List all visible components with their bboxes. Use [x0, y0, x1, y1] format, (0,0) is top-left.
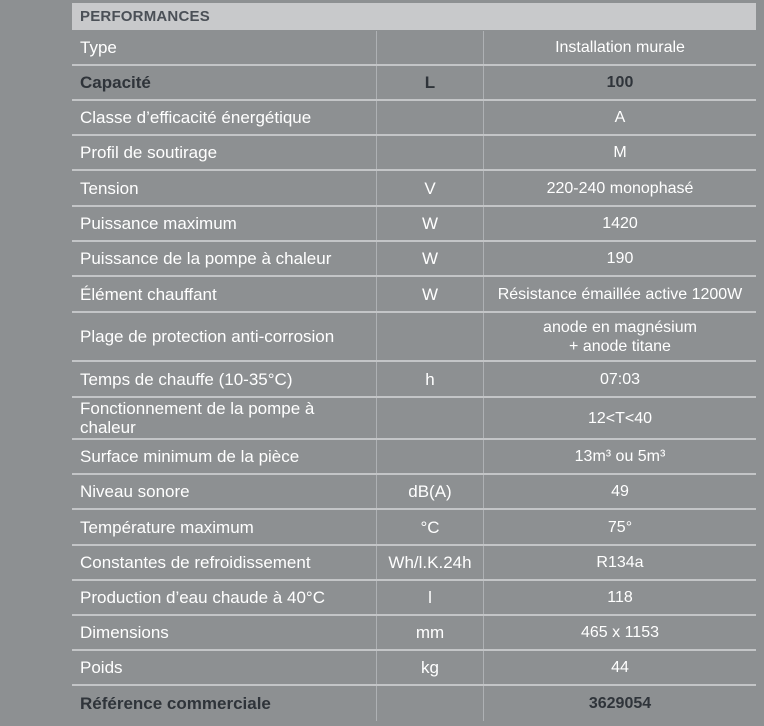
row-unit: L: [376, 66, 484, 99]
row-label: Élément chauffant: [80, 284, 217, 304]
table-row: [72, 31, 756, 66]
row-value: 1420: [602, 215, 638, 232]
row-label: Niveau sonore: [80, 482, 190, 501]
table-row: [72, 651, 756, 686]
row-unit: W: [376, 242, 484, 275]
table-row: [72, 171, 756, 207]
row-unit: °C: [376, 510, 484, 544]
row-value: 49: [611, 483, 629, 500]
row-unit: [376, 31, 484, 64]
section-header: [72, 3, 756, 30]
row-label: Surface minimum de la pièce: [80, 447, 300, 466]
row-value: 190: [606, 250, 634, 267]
row-unit: [376, 313, 484, 360]
row-value: 44: [611, 659, 629, 676]
table-row: [72, 546, 756, 581]
row-value: 118: [607, 589, 633, 606]
table-row: [72, 66, 756, 101]
row-value: Installation murale: [555, 39, 685, 56]
row-label: Puissance maximum: [80, 214, 237, 233]
table-row: [72, 207, 756, 242]
row-value: Résistance émaillée active 1200W: [497, 285, 743, 303]
row-unit: mm: [376, 616, 484, 649]
row-unit: W: [376, 277, 484, 311]
table-row: [72, 581, 756, 616]
table-row: [72, 398, 756, 440]
row-value: 3629054: [588, 695, 652, 712]
table-row: [72, 510, 756, 546]
row-value: 13m³ ou 5m³: [574, 448, 666, 465]
row-value: 07:03: [599, 370, 641, 388]
row-label: Température maximum: [80, 517, 254, 537]
row-label: Tension: [80, 178, 139, 198]
section-title: PERFORMANCES: [80, 8, 210, 25]
row-unit: kg: [376, 651, 484, 684]
row-value: R134a: [596, 554, 644, 571]
row-value: anode en magnésium + anode titane: [543, 318, 697, 355]
row-label: Poids: [80, 658, 123, 677]
spec-table: [72, 31, 756, 721]
row-label: Production d’eau chaude à 40°C: [80, 588, 325, 607]
row-value: 12<T<40: [587, 409, 653, 427]
table-row: [72, 475, 756, 510]
table-row: [72, 101, 756, 136]
row-unit: [376, 101, 484, 134]
table-row: [72, 277, 756, 313]
row-value: 465 x 1153: [581, 624, 659, 641]
row-value: A: [614, 109, 626, 126]
row-label: Puissance de la pompe à chaleur: [80, 249, 332, 268]
table-row: [72, 136, 756, 171]
row-unit: V: [376, 171, 484, 205]
table-row: [72, 242, 756, 277]
row-label: Capacité: [80, 73, 151, 92]
row-unit: W: [376, 207, 484, 240]
row-unit: [376, 136, 484, 169]
row-unit: [376, 398, 484, 438]
row-label: Référence commerciale: [80, 694, 271, 713]
row-unit: h: [376, 362, 484, 396]
row-value: M: [613, 144, 627, 161]
row-label: Classe d’efficacité énergétique: [80, 108, 312, 127]
row-unit: [376, 686, 484, 721]
row-value: 220-240 monophasé: [546, 179, 694, 197]
row-label: Temps de chauffe (10-35°C): [80, 369, 293, 389]
table-row: [72, 440, 756, 475]
row-unit: Wh/l.K.24h: [376, 546, 484, 579]
row-label: Constantes de refroidissement: [80, 553, 311, 572]
row-value: 100: [606, 74, 634, 91]
table-row: [72, 313, 756, 362]
row-label: Type: [80, 38, 117, 57]
row-label: Dimensions: [80, 623, 169, 642]
row-label: Plage de protection anti-corrosion: [80, 327, 335, 346]
row-value: 75°: [607, 518, 633, 536]
row-unit: dB(A): [376, 475, 484, 508]
row-label: Profil de soutirage: [80, 143, 218, 162]
table-row: [72, 686, 756, 721]
table-row: [72, 362, 756, 398]
row-unit: [376, 440, 484, 473]
row-label: Fonctionnement de la pompe à chaleur: [80, 399, 315, 437]
table-row: [72, 616, 756, 651]
row-unit: l: [376, 581, 484, 614]
